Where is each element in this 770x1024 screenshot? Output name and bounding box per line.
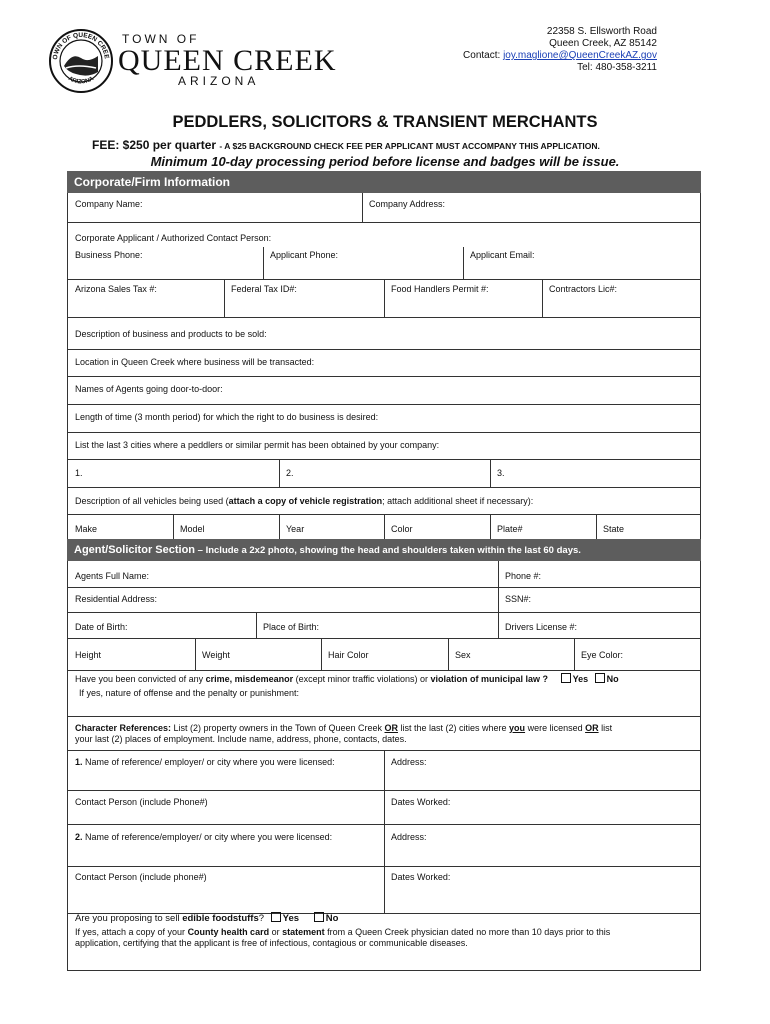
conviction-yes-label: Yes: [572, 674, 589, 684]
location-field[interactable]: Location in Queen Creek where business will be transacted:: [75, 357, 315, 367]
foodstuffs-yes-checkbox[interactable]: [271, 912, 281, 922]
seal-ring-top-text: OWN OF QUEEN CREE: [51, 31, 110, 61]
weight-field[interactable]: Weight: [202, 650, 230, 660]
contact-block: [463, 26, 657, 74]
fee-line: [92, 138, 600, 152]
references-instructions: [75, 723, 699, 745]
contractors-lic-field[interactable]: Contractors Lic#:: [549, 284, 618, 294]
reference-1-contact-field[interactable]: Contact Person (include Phone#): [75, 797, 208, 807]
corporate-applicant-field[interactable]: Corporate Applicant / Authorized Contact Person:: [75, 233, 272, 243]
svg-text:ARIZONA: [67, 76, 95, 86]
corporate-section-heading: Corporate/Firm Information: [67, 171, 701, 193]
conviction-text-2: (except minor traffic violations) or: [293, 674, 431, 684]
foodstuffs-no-checkbox[interactable]: [314, 912, 324, 922]
reference-2-address-field[interactable]: Address:: [391, 832, 427, 842]
reference-2-contact-field[interactable]: Contact Person (include phone#): [75, 872, 207, 882]
length-of-time-field[interactable]: Length of time (3 month period) for which the right to do business is desired:: [75, 412, 379, 422]
foodstuffs-line1-post: from a Queen Creek physician dated no more than 10 days prior to this: [324, 927, 611, 937]
city-2-field[interactable]: 2.: [286, 468, 294, 478]
reference-1-number: 1.: [75, 757, 83, 767]
vehicle-make-field[interactable]: Make: [75, 524, 98, 534]
business-description-field[interactable]: Description of business and products to be sold:: [75, 329, 267, 339]
references-text-2: list the last (2) cities where: [398, 723, 510, 733]
ssn-field[interactable]: SSN#:: [505, 594, 532, 604]
hair-color-field[interactable]: Hair Color: [328, 650, 369, 660]
vehicle-year-field[interactable]: Year: [286, 524, 305, 534]
agent-heading-title: Agent/Solicitor Section: [74, 544, 196, 556]
conviction-no-checkbox[interactable]: [595, 673, 605, 683]
reference-1-name-field[interactable]: [75, 757, 335, 767]
federal-tax-field[interactable]: Federal Tax ID#:: [231, 284, 297, 294]
foodstuffs-text-pre: Are you proposing to sell: [75, 913, 183, 924]
vehicle-model-field[interactable]: Model: [180, 524, 205, 534]
foodstuffs-line1-mid: or: [269, 927, 283, 937]
foodstuffs-text-post: ?: [258, 913, 265, 924]
foodstuffs-yes-label: Yes: [282, 913, 300, 924]
city-1-field[interactable]: 1.: [75, 468, 83, 478]
state-text: ARIZONA: [178, 74, 260, 88]
phone-line: Tel: 480-358-3211: [577, 62, 657, 73]
foodstuffs-question: [75, 912, 338, 924]
foodstuffs-line1-pre: If yes, attach a copy of your: [75, 927, 188, 937]
business-phone-field[interactable]: Business Phone:: [75, 250, 143, 260]
foodstuffs-line1-bold-2: statement: [282, 927, 325, 937]
foodstuffs-no-label: No: [325, 913, 339, 924]
references-line-2: your last (2) places of employment. Include name, address, phone, contacts, dates.: [75, 734, 407, 744]
foodstuffs-instructions: [75, 927, 699, 949]
reference-2-name-field[interactable]: [75, 832, 332, 842]
foodstuffs-line1-bold-1: County health card: [187, 927, 270, 937]
vehicles-text-pre: Description of all vehicles being used (: [75, 496, 229, 506]
town-name-text: QUEEN CREEK: [118, 44, 337, 77]
seal-ring-bottom-text: ARIZONA: [67, 75, 95, 86]
contact-label: Contact:: [463, 50, 501, 61]
references-or-2: OR: [585, 723, 599, 733]
food-handlers-field[interactable]: Food Handlers Permit #:: [391, 284, 489, 294]
references-text-3: were licensed: [525, 723, 586, 733]
references-you: you: [509, 723, 526, 733]
conviction-no-label: No: [606, 674, 619, 684]
conviction-bold-1: crime, misdemeanor: [205, 674, 294, 684]
agents-names-field[interactable]: Names of Agents going door-to-door:: [75, 384, 223, 394]
vehicle-color-field[interactable]: Color: [391, 524, 413, 534]
reference-2-number: 2.: [75, 832, 83, 842]
conviction-question: [75, 673, 619, 684]
drivers-license-field[interactable]: Drivers License #:: [505, 622, 578, 632]
fee-main: FEE: $250 per quarter: [92, 138, 217, 152]
agent-section-heading: [67, 539, 701, 561]
offense-field[interactable]: If yes, nature of offense and the penalty or punishment:: [79, 688, 299, 698]
conviction-text-1: Have you been convicted of any: [75, 674, 206, 684]
agent-full-name-field[interactable]: Agents Full Name:: [75, 571, 150, 581]
vehicles-text-bold: attach a copy of vehicle registration: [228, 496, 383, 506]
fee-note: - A $25 BACKGROUND CHECK FEE PER APPLICANT MUST ACCOMPANY THIS APPLICATION.: [219, 141, 600, 151]
vehicles-prompt: [75, 496, 533, 506]
conviction-bold-2: violation of municipal law ?: [430, 674, 549, 684]
reference-2-label: Name of reference/employer/ or city where you were licensed:: [82, 832, 333, 842]
eye-color-field[interactable]: Eye Color:: [581, 650, 624, 660]
applicant-email-field[interactable]: Applicant Email:: [470, 250, 535, 260]
reference-2-dates-field[interactable]: Dates Worked:: [391, 872, 451, 882]
references-text-4: list: [598, 723, 613, 733]
date-of-birth-field[interactable]: Date of Birth:: [75, 622, 128, 632]
height-field[interactable]: Height: [75, 650, 102, 660]
applicant-phone-field[interactable]: Applicant Phone:: [270, 250, 339, 260]
vehicle-plate-field[interactable]: Plate#: [497, 524, 523, 534]
place-of-birth-field[interactable]: Place of Birth:: [263, 622, 320, 632]
agent-heading-note: – Include a 2x2 photo, showing the head and shoulders taken within the last 60 days.: [195, 545, 581, 556]
contact-line: [463, 50, 657, 62]
foodstuffs-line-2: application, certifying that the applicant is free of infectious, contagious or communicable diseases.: [75, 938, 468, 948]
vehicle-state-field[interactable]: State: [603, 524, 625, 534]
references-heading: Character References:: [75, 723, 172, 733]
reference-1-address-field[interactable]: Address:: [391, 757, 427, 767]
address-line-2: Queen Creek, AZ 85142: [549, 38, 657, 49]
reference-1-label: Name of reference/ employer/ or city where you were licensed:: [82, 757, 335, 767]
city-3-field[interactable]: 3.: [497, 468, 505, 478]
references-or-1: OR: [384, 723, 398, 733]
company-address-field[interactable]: Company Address:: [369, 199, 446, 209]
vehicles-text-post: ; attach additional sheet if necessary):: [382, 496, 534, 506]
reference-1-dates-field[interactable]: Dates Worked:: [391, 797, 451, 807]
company-name-field[interactable]: Company Name:: [75, 199, 143, 209]
conviction-yes-checkbox[interactable]: [561, 673, 571, 683]
processing-notice: Minimum 10-day processing period before license and badges will be issue.: [150, 154, 620, 169]
sex-field[interactable]: Sex: [455, 650, 471, 660]
contact-email-link[interactable]: joy.maglione@QueenCreekAZ.gov: [503, 50, 657, 61]
town-of-text: TOWN OF: [122, 32, 200, 46]
references-text-1: List (2) property owners in the Town of Queen Creek: [171, 723, 385, 733]
form-title: PEDDLERS, SOLICITORS & TRANSIENT MERCHANTS: [172, 113, 598, 131]
residential-address-field[interactable]: Residential Address:: [75, 594, 158, 604]
address-line-1: 22358 S. Ellsworth Road: [546, 26, 657, 37]
cities-list-prompt: List the last 3 cities where a peddlers or similar permit has been obtained by your company:: [75, 440, 440, 450]
town-seal-logo: [48, 28, 114, 94]
sales-tax-field[interactable]: Arizona Sales Tax #:: [75, 284, 157, 294]
agent-phone-field[interactable]: Phone #:: [505, 571, 542, 581]
foodstuffs-text-bold: edible foodstuffs: [182, 913, 259, 924]
